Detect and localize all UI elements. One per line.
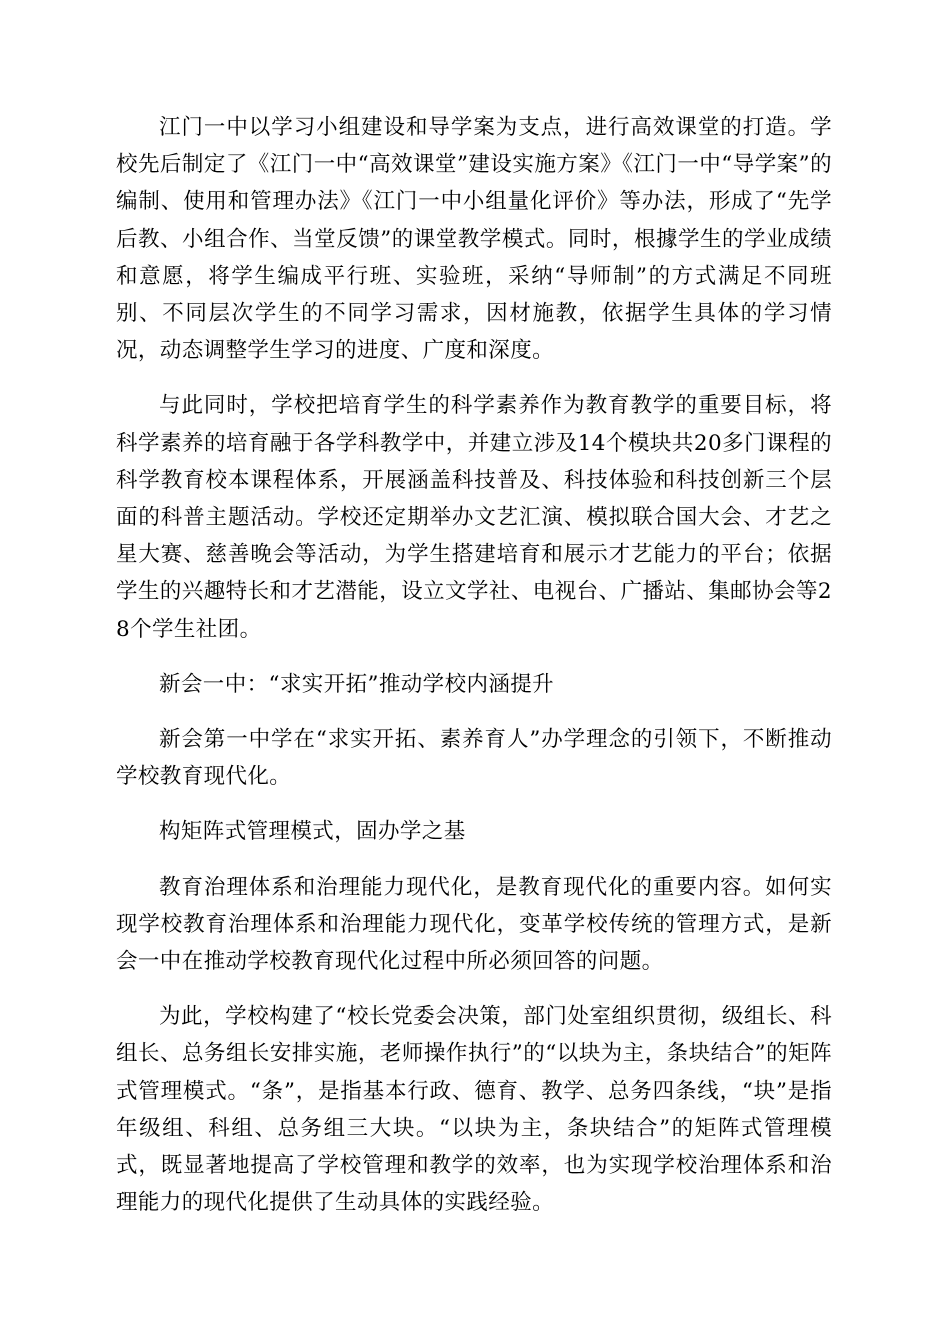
paragraph-5: 为此，学校构建了“校长党委会决策，部门处室组织贯彻，级组长、科组长、总务组长安排实施，老师操作执行”的“以块为主，条块结合”的矩阵式管理模式。“条”，是指基本行政、德育、教学、总务四条线，“块”是指年级组、科组、总务组三大块。“以块为主，条块结合”的矩阵式管理模式，既显著地提高了学校管理和教学的效率，也为实现学校治理体系和治理能力的现代化提供了生动具体的实践经验。 xyxy=(116,1004,832,1216)
document-body xyxy=(116,109,832,1239)
section-heading-matrix: 构矩阵式管理模式，固办学之基 xyxy=(159,819,466,845)
section-heading-xinhui: 新会一中：“求实开拓”推动学校内涵提升 xyxy=(159,671,555,697)
paragraph-3: 新会第一中学在“求实开拓、素养育人”办学理念的引领下，不断推动学校教育现代化。 xyxy=(116,727,832,790)
paragraph-1: 江门一中以学习小组建设和导学案为支点，进行高效课堂的打造。学校先后制定了《江门一中“高效课堂”建设实施方案》《江门一中“导学案”的编制、使用和管理办法》《江门一中小组量化评价》等办法，形成了“先学后教、小组合作、当堂反馈”的课堂教学模式。同时，根據学生的学业成绩和意愿，将学生编成平行班、实验班，采纳“导师制”的方式满足不同班别、不同层次学生的不同学习需求，因材施教，依据学生具体的学习情况，动态调整学生学习的进度、广度和深度。 xyxy=(116,115,832,364)
paragraph-4: 教育治理体系和治理能力现代化，是教育现代化的重要内容。如何实现学校教育治理体系和治理能力现代化，变革学校传统的管理方式，是新会一中在推动学校教育现代化过程中所必须回答的问题。 xyxy=(116,874,832,975)
paragraph-2: 与此同时，学校把培育学生的科学素养作为教育教学的重要目标，将科学素养的培育融于各学科教学中，并建立涉及14个模块共20多门课程的科学教育校本课程体系，开展涵盖科技普及、科技体验和科技创新三个层面的科普主题活动。学校还定期举办文艺汇演、模拟联合国大会、才艺之星大赛、慈善晚会等活动，为学生搭建培育和展示才艺能力的平台；依据学生的兴趣特长和才艺潜能，设立文学社、电视台、广播站、集邮协会等28个学生社团。 xyxy=(116,393,832,642)
